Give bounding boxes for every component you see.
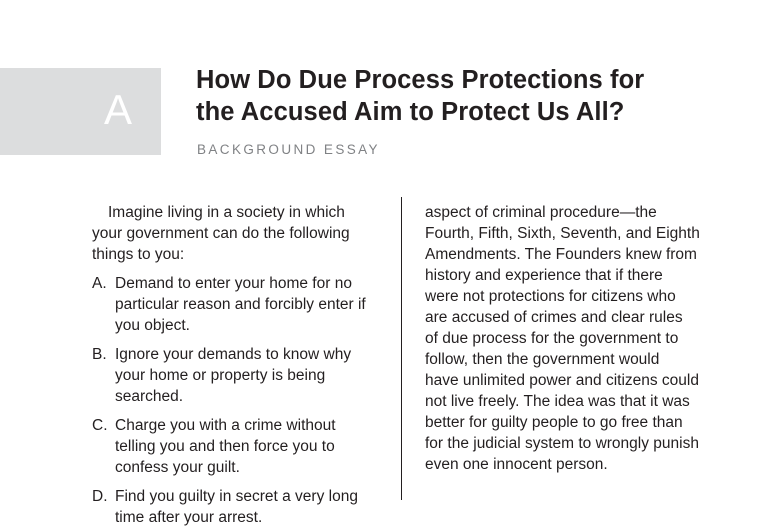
section-letter: A [104, 86, 133, 133]
body-line: have unlimited power and citizens could [425, 372, 699, 389]
body-line: not live freely. The idea was that it was [425, 393, 690, 410]
list-item [92, 415, 392, 478]
body-line: of due process for the government to [425, 330, 679, 347]
examples-list [92, 273, 392, 528]
intro-paragraph [92, 202, 392, 265]
intro-line: things to you: [92, 246, 185, 263]
list-item-line: Ignore your demands to know why [115, 346, 352, 363]
title-line-2: the Accused Aim to Protect Us All? [196, 98, 625, 126]
list-item [92, 486, 392, 528]
body-line: Amendments. The Founders knew from [425, 246, 697, 263]
list-item-line: time after your arrest. [115, 509, 263, 526]
list-item-line: your home or property is being [115, 367, 326, 384]
body-line: even one innocent person. [425, 456, 608, 473]
list-marker: A. [92, 275, 107, 292]
list-item-line: telling you and then force you to [115, 438, 335, 455]
body-line: are accused of crimes and clear rules [425, 309, 683, 326]
essay-subtitle: BACKGROUND ESSAY [197, 142, 380, 157]
list-item-line: confess your guilt. [115, 459, 240, 476]
body-line: better for guilty people to go free than [425, 414, 683, 431]
right-column [425, 202, 745, 475]
column-divider [401, 197, 402, 500]
body-line: history and experience that if there [425, 267, 663, 284]
list-item [92, 273, 392, 336]
list-item-line: particular reason and forcibly enter if [115, 296, 366, 313]
body-line: follow, then the government would [425, 351, 660, 368]
list-item-line: Demand to enter your home for no [115, 275, 352, 292]
body-paragraph [425, 202, 745, 475]
body-line: for the judicial system to wrongly punish [425, 435, 699, 452]
body-line: were not protections for citizens who [425, 288, 676, 305]
list-item [92, 344, 392, 407]
essay-title [196, 64, 756, 128]
list-item-line: Find you guilty in secret a very long [115, 488, 358, 505]
list-marker: B. [92, 346, 107, 363]
section-badge [0, 68, 161, 155]
intro-line: your government can do the following [92, 225, 350, 242]
list-item-line: Charge you with a crime without [115, 417, 336, 434]
intro-line: Imagine living in a society in which [108, 204, 345, 221]
title-line-1: How Do Due Process Protections for [196, 66, 645, 94]
body-line: aspect of criminal procedure—the [425, 204, 657, 221]
list-item-line: you object. [115, 317, 190, 334]
left-column [92, 202, 392, 528]
body-line: Fourth, Fifth, Sixth, Seventh, and Eighth [425, 225, 700, 242]
list-marker: D. [92, 488, 108, 505]
list-marker: C. [92, 417, 108, 434]
list-item-line: searched. [115, 388, 184, 405]
